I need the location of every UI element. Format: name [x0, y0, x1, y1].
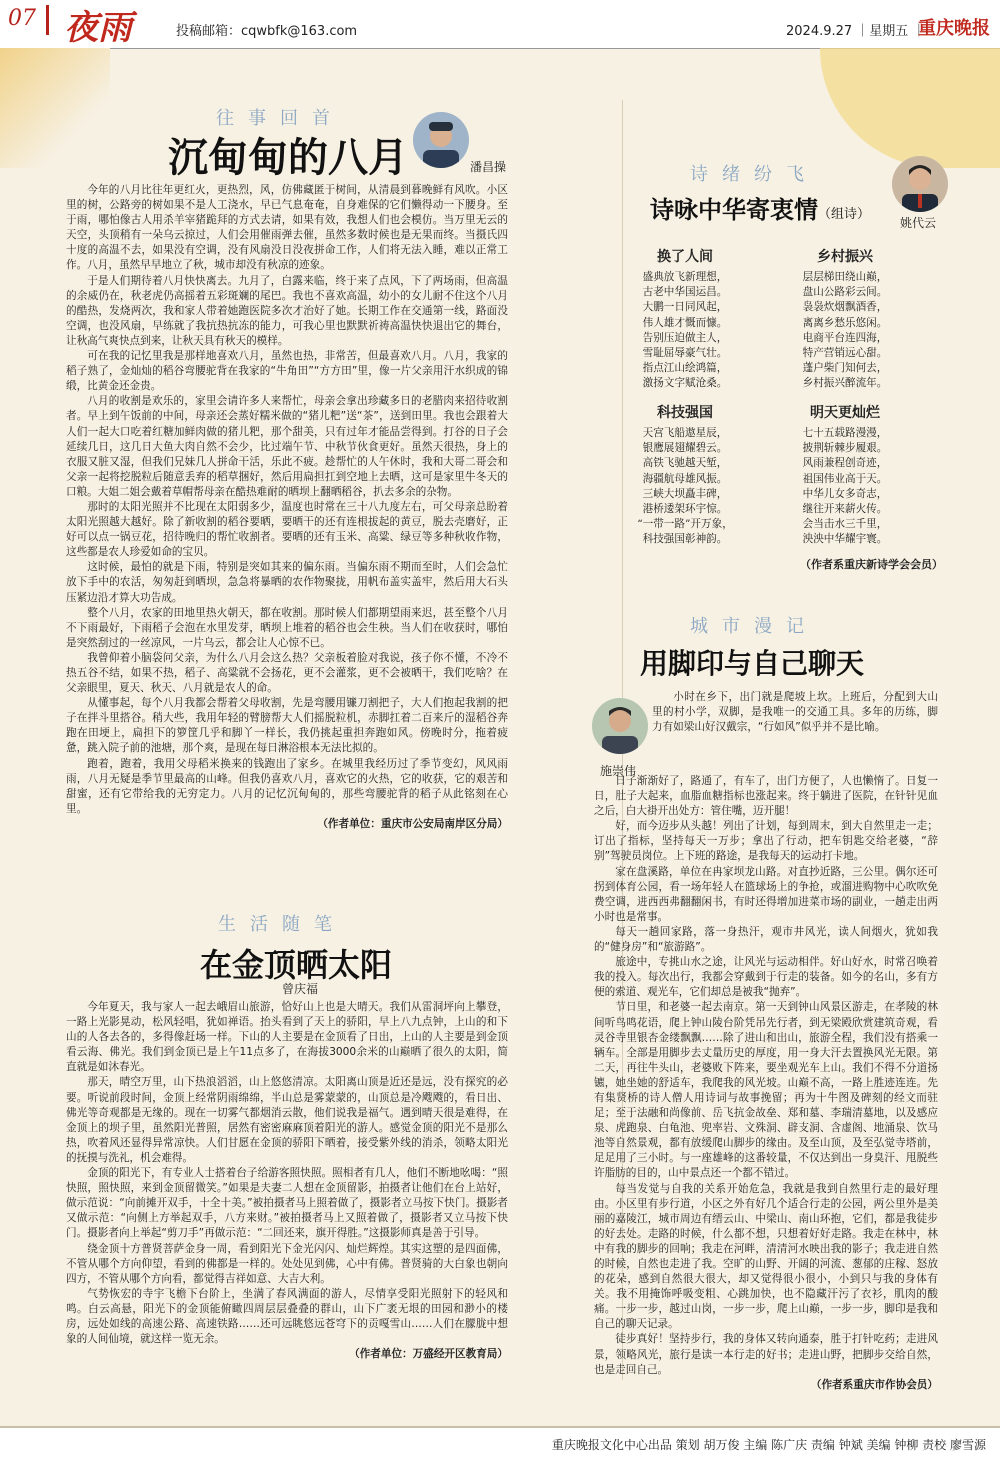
- paragraph: 今年夏天，我与家人一起去峨眉山旅游，恰好山上也是大晴天。我们从雷洞坪向上攀登，一路上光影晃动，松风轻唱，犹如禅语。抬头看到了天上的骄阳，早上八九点钟，上山的和下山的人各去各的，多得像赶场一样。下山的人主要是在金顶看了日出，上山的人主要是到金顶看云海、佛光。我们到金顶已是上午11点多了，在海拔3000余米的山巅晒了很久的太阳，简直就是如沐春光。: [66, 1001, 508, 1074]
- poem-line: 乡村振兴醉流年。: [802, 377, 888, 390]
- issue-date: 2024.9.27 ｜星期五 ｜: [786, 24, 926, 39]
- poem-line: 袅袅炊烟飘酒香，: [802, 301, 888, 314]
- paragraph: 我曾仰着小脑袋问父亲，为什么八月会这么热？父亲板着脸对我说，孩子你不懂，不冷不热五谷不结，如果不热，稻子、高粱就不会扬花，更不会灌浆，更不会被晒干，我们吃啥？在父亲眼里，夏天、秋天、八月就是农人的命。: [66, 651, 508, 695]
- paragraph: 气势恢宏的寺宇飞檐下台阶上，坐满了春风满面的游人，尽情享受阳光照射下的轻风和鸣。白云高悬，阳光下的金顶能俯瞰四周层层叠叠的群山，山下广袤无垠的田园和渺小的楼房，远处如线的高速公路、高速铁路……还可远眺悠远苍穹下的贡嘎雪山……人们在朦胧中想象的人间仙境，就这样一览无余。: [66, 1287, 508, 1346]
- article4-author: 施崇伟: [600, 764, 637, 778]
- poem-line: 盛典放飞新理想，: [642, 271, 728, 283]
- paragraph: 绕金顶十方普贤菩萨金身一周，看到阳光下金光闪闪、灿烂辉煌。其实这塑的是四面佛，不管从哪个方向仰望，看到的佛都是一样的。处处见到佛，心中有佛。普贤骑的大白象也朝向四方，不管从哪个方向看，都觉得吉祥如意、大吉大利。: [66, 1242, 508, 1285]
- paragraph: 日子渐渐好了，路通了，有车了，出门方便了，人也懒惰了。日复一日，肚子大起来，血脂血糖指标也涨起来。终于躺进了医院，在针针见血之后，白大褂开出处方：管住嘴，迈开腿！: [594, 775, 938, 818]
- paragraph: 金顶的阳光下，有专业人士搭着台子给游客照快照。照相者有几人，他们不断地吆喝：“照快照，照快照，来到金顶留微笑。”如果是夫妻二人想在金顶留影，拍摄者让他们在台上站好，做示范说：“向前摊开双手，十全十美。”被拍摄者马上照着做了，摄影者立马按下快门。摄影者又做示范：“向侧上方举起双手，八方来财。”被拍摄者马上又照着做了，摄影者又立马按下快门。摄影者向上举起“剪刀手”再做示范：“二回还来，旗开得胜。”这摄影师真是善于引导。: [66, 1167, 508, 1240]
- article2-title: 在金顶晒太阳: [200, 946, 393, 984]
- article4-credit: （作者系重庆市作协会员）: [810, 1378, 938, 1390]
- article3-title-text: 诗咏中华寄衷情: [650, 195, 818, 224]
- poem-line: 披荆斩棘步履艰。: [802, 442, 888, 455]
- poem-line: 港桥逶架环宇惊。: [642, 503, 728, 516]
- article1-title: 沉甸甸的八月: [168, 134, 408, 181]
- poem-lines: [630, 270, 740, 392]
- article4-body-intro: [652, 690, 938, 774]
- poem-line: 会当击水三千里，: [802, 518, 888, 531]
- poem-line: 泱泱中华耀宇寰。: [802, 533, 888, 546]
- paragraph: 每天一趟回家路，落一身热汗，观市井风光，读人间烟火，犹如我的“健身房”和“旅游路”。: [594, 925, 938, 954]
- poem-line: 三峡大坝矗丰碑，: [642, 487, 728, 500]
- paragraph: 小时在乡下，出门就是爬坡上坎。上班后，分配到大山里的村小学，双脚，是我唯一的交通工具。多年的历练，脚力有如梁山好汉戴宗，“行如风”似乎并不是比喻。: [652, 691, 938, 734]
- poem-line: 海疆航母雄风振。: [642, 472, 728, 485]
- poem-line: 风雨兼程创奇迹，: [802, 457, 888, 470]
- article2-credit: （作者单位：万盛经开区教育局）: [349, 1348, 508, 1361]
- poem-line: 蓬户柴门知何去，: [802, 362, 888, 375]
- poem-lines: [790, 270, 900, 392]
- moon-decoration: [820, 48, 1000, 168]
- poem-line: 天宫飞船遨星辰，: [642, 427, 728, 439]
- article3-title: [650, 190, 870, 225]
- poem-lines: [630, 426, 740, 548]
- poem-line: 七十五载路漫漫，: [802, 427, 888, 439]
- poem-line: 盘山公路彩云间。: [802, 286, 888, 299]
- poem-title: 明天更灿烂: [810, 405, 880, 421]
- poem-line: 大鹏一日同风起，: [642, 301, 728, 314]
- article4-body: [594, 774, 938, 1390]
- poem-lines: [790, 426, 900, 548]
- article3-author: 姚代云: [900, 216, 937, 230]
- article3-kicker: 诗绪纷飞: [690, 164, 818, 185]
- paragraph: 每当发觉与自我的关系开始危急，我就是我到自然里行走的最好理由。小区里有步行道，小区之外有好几个适合行走的公园，两公里外是美丽的嘉陵江，城市周边有缙云山、中梁山、南山环抱，它们，都是我徒步的好去处。走路的时候，什么都不想，只想着好好走路。我走在林中，林中有我的脚步的回响；我走在河畔，清清河水映出我的影子；我走进自然的时候，自然也走进了我。空旷的山野、开阔的河流、葱郁的庄稼、怒放的花朵，感到自然很大很大，却又觉得很小很小，小到只与我的身体有关。我不用掩饰呼吸变粗、心跳加快，也不隐藏汗污了衣衫，肌肉的酸痛。一步一步，越过山岗，一步一步，爬上山巅，一步一步，脚印是我和自己的聊天记录。: [594, 1182, 938, 1331]
- article1-body: [66, 183, 508, 855]
- page-header: [0, 0, 1000, 49]
- paragraph: 节日里，和老婆一起去南京。第一天到钟山风景区游走，在孝陵的林间听鸟鸣花语，爬上钟山陵台阶凭吊先行者，到无梁殿欣赏建筑奇观，看灵谷寺里银杏金缕飘飘……除了进山和出山，旅游全程，我们没有搭乘一辆车。全部是用脚步去丈量历史的厚度，用一身大汗去置换风光无限。第二天，再往牛头山，老婆败下阵来，要坐观光车上山。我们不得不分道扬镳，她坐她的舒适车，我爬我的风光坡。山巅不高，一路上胜迹连连。先有集贤桥的诗人僧人用诗词与故事挽留；再为十牛图及碑刻的经文而驻足；至于法融和尚像前、岳飞抗金故垒、郑和墓、李瑞清墓地，以及感应泉、虎跑泉、白龟池、兜率岩、文殊洞、辟支洞、含虚阁、地涌泉、饮马池等自然景观，都有放缓爬山脚步的缘由。及至山顶，及至弘觉寺塔前，足足用了三小时。与一座雄峰的这番较量，不仅达到出一身臭汗、甩脱些许脂肪的目的，山中景点还一个都不错过。: [594, 1001, 938, 1180]
- paragraph: 好，而今迈步从头越！列出了计划，每到周末，到大自然里走一走；订出了指标，坚持每天一万步；拿出了行动，把车钥匙交给老婆，“辞别”驾驶员岗位。上下班的路途，是我每天的运动打卡地。: [594, 820, 938, 863]
- poem-line: 电商平台连四海，: [802, 331, 888, 344]
- poem-line: 特产营销远心甜。: [802, 347, 888, 360]
- paragraph: 从懂事起，每个八月我都会帮着父母收割，先是弯腰用镰刀割把子，大人们抱起我割的把子在拌斗里搭谷。稍大些，我用年轻的臂膀帮大人们摇脱粒机，赤脚扛着二百来斤的湿稻谷奔跑在田埂上，扁担下的箩筐几乎和脚丫一样长，我仍挑起重担奔跑如风。傍晚时分，拖着疲惫，跳入院子前的池塘，那个爽，是现在每日淋浴根本无法比拟的。: [66, 697, 508, 755]
- paragraph: 整个八月，农家的田地里热火朝天，都在收割。那时候人们都期望雨来迟，甚至整个八月不下雨最好，下雨稻子会泡在水里发芽，晒坝上堆着的稻谷也会生秧。当人们在收获时，哪怕是突然刮过的一丝凉风，一片乌云，都会让人心惊不已。: [66, 606, 508, 649]
- ginkgo-leaf-decoration: [0, 48, 110, 168]
- paragraph: 八月的收割是欢乐的，家里会请许多人来帮忙，母亲会拿出珍藏多日的老腊肉来招待收割者。早上到午饭前的中间，母亲还会蒸好糯米做的“猪儿粑”送“茶”，送到田里。我也会跟着大人们一起大口吃着红糖加鲜肉做的猪儿粑，那个甜美，只有过年才能品尝得到。打谷的日子会延续几日，这几日大鱼大肉自然不会少，比过端午节、中秋节伙食更好。虽然天很热，身上的衣服又脏又湿，但我们兄妹几人拼命干活，乐此不疲。趁帮忙的人午休时，我和大哥二哥会和父亲一起将挖脱粒后随意丢弃的稻草捆好，然后用扁担扛到空地上去晒，这可是家里牛冬天的口粮。大姐二姐会戴着草帽帮母亲在酷热难耐的晒坝上翻晒稻谷，扒去多余的杂物。: [66, 395, 508, 498]
- paragraph: 可在我的记忆里我是那样地喜欢八月，虽然也热，非常苦，但最喜欢八月。八月，我家的稻子熟了，金灿灿的稻谷弯腰驼背在我家的“牛角田”“方方田”里，像一片父亲用汗水织成的锦缎，比黄金还金贵。: [66, 350, 508, 393]
- paragraph: 旅途中，专挑山水之途，让风光与运动相伴。好山好水，时常召唤着我的投入。每次出行，我都会穿戴到于行走的装备。如今的名山，多有方便的索道、观光车，它们却总是被我“抛弃”。: [594, 956, 938, 999]
- editorial-credits: 重庆晚报文化中心出品 策划 胡万俊 主编 陈广庆 责编 钟斌 美编 钟柳 责校 廖雪源: [551, 1438, 986, 1452]
- article3-subtitle: （组诗）: [818, 207, 871, 222]
- poem-line: 银鹰展翅耀碧云。: [642, 442, 728, 455]
- article2-author: 曾庆福: [282, 982, 319, 996]
- page-footer: [0, 1426, 1000, 1460]
- poem-line: 继往开来薪火传。: [802, 503, 888, 516]
- poem-line: 激扬文字赋沧桑。: [642, 377, 728, 390]
- paragraph: 那时的太阳光照并不比现在太阳弱多少，温度也时常在三十八九度左右，可父母亲总盼着太阳光照越大越好。除了新收割的稻谷要晒，要晒干的还有连根拔起的黄豆，脱去壳磨好，正好可以点一锅豆花，招待晚归的帮忙收割者。要晒的还有玉米、高粱、绿豆等多种秋收作物，这些都是农人珍爱如命的宝贝。: [66, 500, 508, 559]
- poem-title: 换了人间: [657, 249, 713, 265]
- poem-title: 科技强国: [657, 405, 713, 421]
- paragraph: 那天，晴空万里，山下热浪滔滔，山上悠悠清凉。太阳离山顶是近还是远，没有探究的必要。听说前段时间，金顶上经常阴雨绵绵，半山总是雾蒙蒙的，山顶总是冷飕飕的，看日出、佛光等奇观都是无缘的。现在一切雾气都烟消云散，他们说我是福气。遇到晴天很是难得，在金顶上的坝子里，虽然阳光普照，居然有密密麻麻顶着阳光的游人。感觉金顶的阳光不是那么热，吹着风还显得异常凉快。人们甘愿在金顶的骄阳下晒着，接受紫外线的消杀，领略太阳光的抚摸与洗礼，机会难得。: [66, 1076, 508, 1164]
- article1-kicker: 往事回首: [216, 108, 344, 129]
- paragraph: 于是人们期待着八月快快离去。九月了，白露来临，终于来了点风，下了两场雨，但高温的余威仍在，秋老虎仍高摇着五彩斑斓的尾巴。我也不喜欢高温，幼小的女儿耐不住这个八月的酷热，发烧两次，我和家人带着她跑医院多次才治好了她。长期工作在交通第一线，路面没空调，也没风扇，早练就了我抗热抗冻的能力，可我心里也默默祈祷高温快快退出它的舞台，让秋高气爽快点到来，让秋天具有秋天的模样。: [66, 274, 508, 347]
- newspaper-logo: 重庆晚报: [918, 18, 990, 39]
- poem-line: “一带一路”开万象，: [637, 518, 733, 531]
- poem-line: 告别压迫做主人，: [642, 331, 728, 344]
- page-number: 07: [8, 6, 36, 31]
- paragraph: 跑着，跑着，我用父母稻米换来的钱跑出了家乡。在城里我经历过了季节变幻，风风雨雨，八月无疑是季节里最高的山峰。但我仍喜欢八月，喜欢它的火热，它的收获，它的艰苦和甜蜜，还有它带给我的无穷定力。八月的记忆沉甸甸的，那些弯腰驼背的稻子从此铭刻在心里。: [66, 757, 508, 815]
- poem-line: 古老中华国运昌。: [642, 286, 728, 299]
- author-photo-pan: [413, 112, 469, 168]
- poem-line: 离离乡愁乐悠闲。: [802, 316, 888, 329]
- article2-kicker: 生活随笔: [218, 914, 346, 935]
- poem-title: 乡村振兴: [817, 249, 873, 265]
- article2-body: [66, 1000, 508, 1390]
- poem-line: 雪耻屈辱豪气壮。: [642, 347, 728, 360]
- poem-line: 高铁飞驰越天堑，: [642, 457, 728, 470]
- article3-credit: （作者系重庆新诗学会会员）: [800, 558, 943, 571]
- article4-kicker: 城市漫记: [690, 616, 818, 637]
- poem-line: 中华儿女多奇志，: [802, 487, 888, 500]
- poem-line: 指点江山绘鸿篇，: [642, 362, 728, 375]
- poem-line: 层层梯田绕山巅，: [802, 271, 888, 283]
- page-number-divider: [46, 5, 49, 35]
- poem-line: 伟人雄才慨而慷。: [642, 316, 728, 329]
- submission-email[interactable]: 投稿邮箱：cqwbfk@163.com: [176, 24, 358, 39]
- paragraph: 这时候，最怕的就是下雨，特别是突如其来的偏东雨。当偏东雨不期而至时，人们会急忙放下手中的农活，匆匆赶到晒坝，急急将暴晒的农作物聚拢，用帆布盖实盖牢，然后用大石头压紧边沿才算大功告成。: [66, 561, 508, 604]
- paragraph: 徒步真好！坚持步行，我的身体又转向通泰，胜于打针吃药；走进风景，领略风光，旅行是读一本行走的好书；走进山野，把脚步交给自然，也是走回自己。: [594, 1333, 938, 1376]
- author-photo-yao: [892, 156, 948, 212]
- poem-line: 祖国伟业高于天。: [802, 472, 888, 485]
- article4-title: 用脚印与自己聊天: [640, 647, 865, 680]
- author-photo-shi: [592, 698, 648, 754]
- article1-author: 潘昌操: [470, 160, 507, 174]
- section-logo: 夜雨: [64, 8, 132, 48]
- paragraph: 今年的八月比往年更红火，更热烈，风，仿佛藏匿于树间，从清晨到暮晚鲜有风吹。小区里的树，公路旁的树如果不是人工浇水，早已气息奄奄，自身难保的它们懒得动一下腰身。至于雨，哪怕像古人用杀羊宰猪跪拜的方式去请，如果有效，我想人们也会模仿。当万里无云的天空，头顶稍有一朵乌云掠过，人们会用催雨弹去催，虽然多数时候也是无果而终。当摄氏四十度的高温不去，如果没有空调，没有风扇没日没夜拼命工作，人们将无法入睡，难以正常工作。八月，虽然早早地立了秋，城市却没有秋凉的迹象。: [66, 184, 508, 272]
- article1-credit: （作者单位：重庆市公安局南岸区分局）: [317, 817, 508, 830]
- poem-line: 科技强国彰神韵。: [642, 533, 728, 546]
- paragraph: 家在盘溪路，单位在冉家坝龙山路。对直抄近路，三公里。偶尔还可拐到体育公园，看一场年轻人在篮球场上的争抢，或溜进购物中心吹吹免费空调，进西西弗翻翻闲书，有时还得增加进菜市场的副业，一趟走出两小时也是常事。: [594, 865, 938, 923]
